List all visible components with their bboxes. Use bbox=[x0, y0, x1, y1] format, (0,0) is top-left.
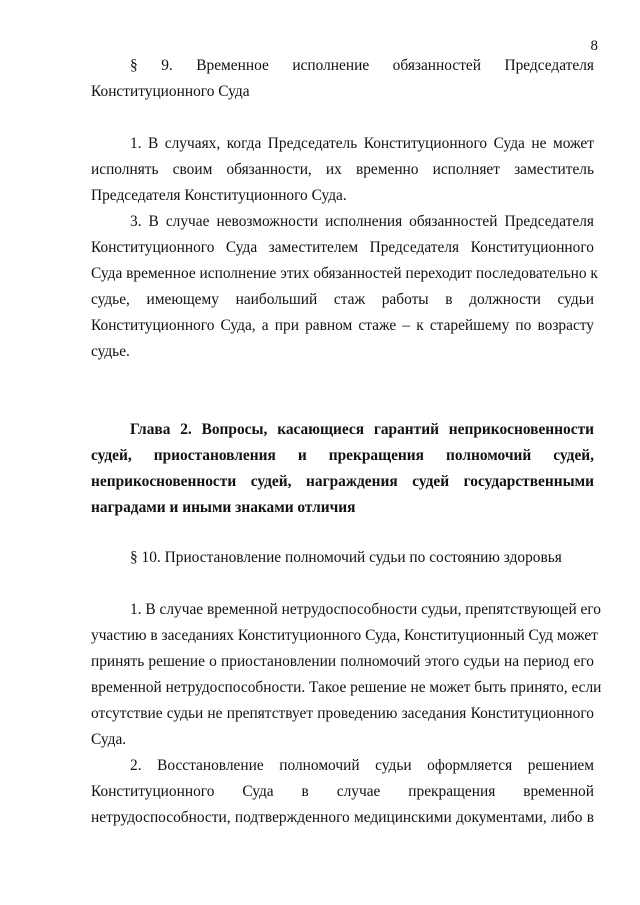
section-9-p3-line-5: Конституционного Суда, а при равном стаже – к старейшему по возрасту bbox=[91, 317, 594, 334]
section-9-p3-line-6: судье. bbox=[91, 343, 130, 360]
chapter-2-heading-line-1: Глава 2. Вопросы, касающиеся гарантий неприкосновенности bbox=[130, 421, 594, 438]
chapter-2-heading-line-2: судей, приостановления и прекращения полномочий судей, bbox=[91, 447, 594, 464]
page-number: 8 bbox=[590, 38, 598, 54]
section-9-p1-line-1: 1. В случаях, когда Председатель Конституционного Суда не может bbox=[130, 135, 594, 152]
section-10-p2-line-1: 2. Восстановление полномочий судьи оформляется решением bbox=[130, 757, 594, 774]
section-9-p3-line-4: судье, имеющему наибольший стаж работы в должности судьи bbox=[91, 291, 594, 308]
section-9-p1-line-2: исполнять своим обязанности, их временно исполняет заместитель bbox=[91, 161, 594, 178]
section-10-p2-line-2: Конституционного Суда в случае прекращения временной bbox=[91, 783, 594, 800]
section-9-title-line-1: § 9. Временное исполнение обязанностей Председателя bbox=[130, 57, 594, 74]
section-10-p1-line-4: временной нетрудоспособности. Такое решение не может быть принято, если bbox=[91, 679, 602, 696]
section-10-p2-line-3: нетрудоспособности, подтвержденного медицинскими документами, либо в bbox=[91, 809, 594, 826]
section-9-p3-line-3: Суда временное исполнение этих обязанностей переходит последовательно к bbox=[91, 265, 598, 282]
section-10-p1-line-5: отсутствие судьи не препятствует проведению заседания Конституционного bbox=[91, 705, 594, 722]
section-9-title-line-2: Конституционного Суда bbox=[91, 83, 250, 100]
section-9-p1-line-3: Председателя Конституционного Суда. bbox=[91, 187, 347, 204]
section-10-p1-line-1: 1. В случае временной нетрудоспособности судьи, препятствующей его bbox=[130, 601, 601, 618]
section-10-p1-line-3: принять решение о приостановлении полномочий этого судьи на период его bbox=[91, 653, 594, 670]
section-9-p3-line-2: Конституционного Суда заместителем Председателя Конституционного bbox=[91, 239, 594, 256]
chapter-2-heading-line-4: наградами и иными знаками отличия bbox=[91, 499, 356, 516]
section-9-p3-line-1: 3. В случае невозможности исполнения обязанностей Председателя bbox=[130, 213, 594, 230]
section-10-p1-line-6: Суда. bbox=[91, 731, 127, 748]
section-10-p1-line-2: участию в заседаниях Конституционного Суда, Конституционный Суд может bbox=[91, 627, 598, 644]
chapter-2-heading-line-3: неприкосновенности судей, награждения судей государственными bbox=[91, 473, 594, 490]
section-10-title: § 10. Приостановление полномочий судьи по состоянию здоровья bbox=[130, 549, 562, 566]
